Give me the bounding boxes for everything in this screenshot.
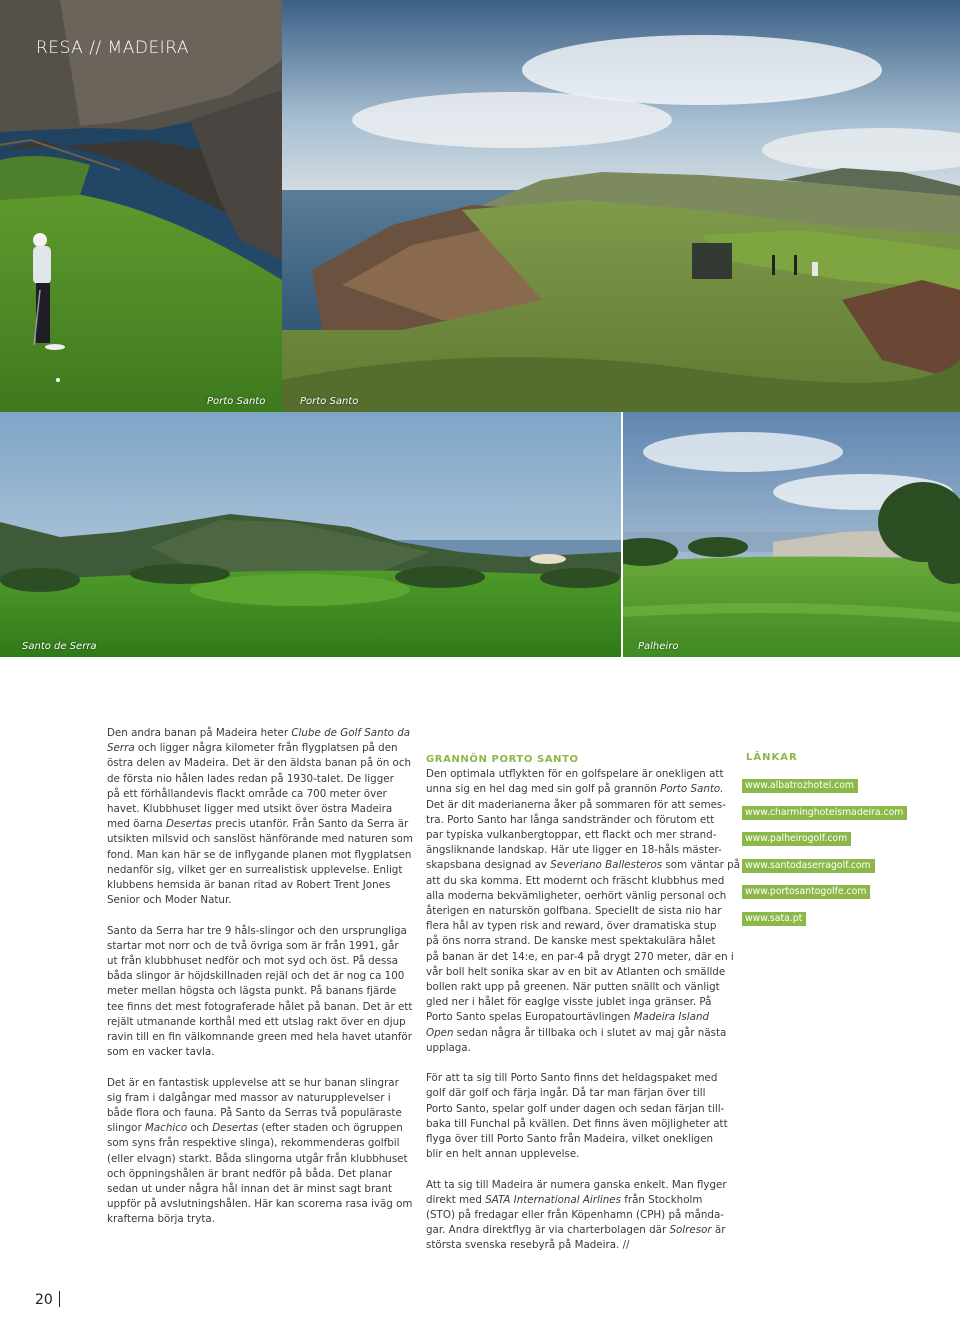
text-line: fond. Man kan här se de inflygande planen mot flygplatsen (107, 848, 412, 861)
text-line: upplaga. (426, 1041, 471, 1054)
text-line: sig fram i dalgångar med massor av naturupplevelser i (107, 1091, 391, 1104)
text-line: som en vacker tavla. (107, 1046, 215, 1059)
text-line: uppför på avslutningshålen. Här kan scorerna rasa iväg om (107, 1198, 413, 1211)
article-column-2 (426, 752, 741, 1269)
column-1-paragraph (107, 924, 413, 1061)
external-link[interactable]: www.portosantogolfe.com (742, 885, 870, 899)
link-row (742, 853, 912, 880)
photo-caption-porto-santo-1: Porto Santo (207, 396, 266, 407)
photo-caption-santo-de-serra: Santo de Serra (22, 641, 97, 652)
column-1-paragraph (107, 726, 413, 908)
text-line: blir en helt annan upplevelse. (426, 1148, 580, 1161)
column-2-paragraph (426, 1178, 726, 1254)
text-line: på öns norra strand. De kanske mest spektakulära hålet (426, 935, 716, 948)
text-line: både flora och fauna. På Santo da Serras två populäraste (107, 1107, 402, 1120)
article-column-1 (107, 726, 413, 1243)
text-line: skapsbana designad av Severiano Ballesteros som väntar på (426, 859, 741, 872)
emphasis-text: Desertas (212, 1122, 259, 1135)
text-line: Det är en fantastisk upplevelse att se hur banan slingrar (107, 1076, 399, 1089)
emphasis-text: Machico (144, 1122, 188, 1135)
text-line: Porto Santo, spelar golf under dagen och sedan färjan till- (426, 1102, 725, 1115)
text-line: ut från klubbhuset nedför och mot syd och öst. På dessa (107, 955, 399, 968)
text-line: på banan är det 14:e, en par-4 på drygt 270 meter, där en i (426, 950, 734, 963)
external-link[interactable]: www.charminghotelsmadeira.com (742, 806, 907, 820)
emphasis-text: Severiano Ballesteros (550, 859, 663, 872)
link-row (742, 906, 912, 933)
text-line: bollen rakt upp på greenen. När putten snällt och vänligt (426, 981, 720, 994)
text-line: Open sedan några år tillbaka och i slutet av maj går nästa (426, 1026, 727, 1039)
text-line: krafterna börja tryta. (107, 1213, 215, 1226)
text-line: gar. Andra direktflyg är via charterbolagen där Solresor är (426, 1224, 726, 1237)
links-title: LÄNKAR (746, 752, 798, 763)
column-2-body (426, 767, 741, 1253)
photo-caption-palheiro: Palheiro (638, 641, 679, 652)
column-1-paragraph (107, 1076, 413, 1228)
text-line: som syns från respektive slinga), rekommenderas golfbil (107, 1137, 400, 1150)
links-list (742, 773, 912, 932)
text-line: (eller elvagn) starkt. Båda slingorna utgår från klubbhuset (107, 1152, 408, 1165)
text-line: vår boll helt sonika skar av en bit av Atlanten och smällde (426, 965, 726, 978)
emphasis-text: Madeira Island (633, 1011, 710, 1024)
emphasis-text: Solresor (669, 1224, 712, 1237)
emphasis-text: Porto Santo. (660, 783, 724, 796)
column-2-paragraph (426, 1071, 726, 1162)
text-line: Det är dit maderianerna åker på sommaren för att semes- (426, 798, 727, 811)
emphasis-text: Serra (107, 742, 135, 755)
text-line: de första nio hålen lades redan på 1930-talet. De ligger (107, 772, 394, 785)
golfer-putting-photo (0, 0, 282, 412)
external-link[interactable]: www.palheirogolf.com (742, 832, 851, 846)
links-sidebar (742, 752, 912, 932)
text-line: slingor Machico och Desertas (efter staden och ögruppen (107, 1122, 403, 1135)
emphasis-text: Desertas (165, 818, 212, 831)
text-line: golf där golf och färja ingår. Då tar man färjan över till (426, 1087, 706, 1100)
text-line: nedanför sig, vilket ger en surrealistisk upplevelse. Enligt (107, 863, 403, 876)
text-line: flera hål av typen risk and reward, över dramatiska stup (426, 920, 717, 933)
text-line: återigen en naturskön golfbana. Speciellt de sista nio har (426, 905, 722, 918)
external-link[interactable]: www.albatrozhotel.com (742, 779, 858, 793)
text-line: Serra och ligger några kilometer från flygplatsen på den (107, 742, 398, 755)
link-row (742, 826, 912, 853)
column-2-paragraph (426, 767, 741, 1056)
link-row (742, 773, 912, 800)
text-line: startar mot norr och de två övriga som är från 1991, går (107, 939, 399, 952)
text-line: utsikten milsvid och sanslöst hänförande med naturen som (107, 833, 413, 846)
porto-santo-cliffs-photo (282, 0, 960, 412)
text-line: Senior och Moder Natur. (107, 894, 232, 907)
text-line: par typiska vulkanbergtoppar, ett flackt och mer strand- (426, 829, 717, 842)
text-line: ängsliknande landskap. Här ute ligger en 18-håls mäster- (426, 844, 722, 857)
text-line: Den andra banan på Madeira heter Clube de Golf Santo da (107, 727, 411, 739)
text-line: (STO) på fredagar eller från Köpenhamn (CPH) på månda- (426, 1209, 724, 1222)
santo-de-serra-photo (0, 412, 621, 657)
text-line: ravin till en fin välkomnande green med hela havet utanför (107, 1031, 412, 1044)
text-line: största svenska resebyrå på Madeira. // (426, 1239, 630, 1252)
text-line: att du ska komma. Ett modernt och fräscht klubbhus med (426, 874, 725, 887)
photo-caption-porto-santo-2: Porto Santo (300, 396, 359, 407)
emphasis-text: Clube de Golf Santo da (291, 727, 411, 739)
text-line: meter mellan högsta och lägsta punkt. På banans fjärde (107, 985, 397, 998)
external-link[interactable]: www.sata.pt (742, 912, 806, 926)
text-line: havet. Klubbhuset ligger med utsikt över östra Madeira (107, 803, 393, 816)
page-number-divider (59, 1291, 60, 1307)
text-line: Att ta sig till Madeira är numera ganska enkelt. Man flyger (426, 1178, 727, 1191)
text-line: tra. Porto Santo har långa sandstränder och förutom ett (426, 813, 715, 826)
emphasis-text: Open (426, 1026, 454, 1039)
text-line: direkt med SATA International Airlines från Stockholm (426, 1193, 703, 1206)
text-line: unna sig en hel dag med sin golf på grannön Porto Santo. (426, 783, 724, 796)
text-line: Den optimala utflykten för en golfspelare är onekligen att (426, 768, 724, 781)
text-line: rejält utmanande korthål med ett utslag rakt över en djup (107, 1015, 406, 1028)
text-line: baka till Funchal på kvällen. Det finns även möjligheter att (426, 1117, 728, 1130)
text-line: klubbens hemsida är banan ritad av Robert Trent Jones (107, 879, 391, 892)
text-line: med öarna Desertas precis utanför. Från Santo da Serra är (107, 818, 409, 831)
external-link[interactable]: www.santodaserragolf.com (742, 859, 875, 873)
text-line: alla moderna bekvämligheter, oerhört vänlig personal och (426, 889, 727, 902)
text-line: Santo da Serra har tre 9 håls-slingor och den ursprungliga (107, 924, 407, 937)
text-line: gled ner i hålet för eaglge visste jublet inga gränser. På (426, 996, 712, 1009)
text-line: och öppningshålen är brant nedför på båda. Det planar (107, 1167, 393, 1180)
page-number: 20 (35, 1292, 53, 1308)
text-line: flyga över till Porto Santo från Madeira, vilket onekligen (426, 1133, 714, 1146)
text-line: båda slingor är höjdskillnaden rejäl och det är nog ca 100 (107, 970, 405, 983)
text-line: sedan ut under några hål innan det är minst sagt brant (107, 1183, 393, 1196)
text-line: tee finns det mest fotograferade hålet på banan. Det är ett (107, 1000, 413, 1013)
section-tag: RESA // MADEIRA (36, 38, 189, 58)
text-line: på ett förhållandevis flackt område ca 700 meter över (107, 787, 387, 800)
emphasis-text: SATA International Airlines (485, 1193, 621, 1206)
text-line: Porto Santo spelas Europatourtävlingen Madeira Island (426, 1011, 710, 1024)
section-heading-porto-santo: GRANNÖN PORTO SANTO (426, 754, 579, 765)
palheiro-photo (623, 412, 960, 657)
text-line: För att ta sig till Porto Santo finns det heldagspaket med (426, 1072, 718, 1085)
text-line: östra delen av Madeira. Det är den äldsta banan på ön och (107, 757, 412, 770)
link-row (742, 800, 912, 827)
link-row (742, 879, 912, 906)
